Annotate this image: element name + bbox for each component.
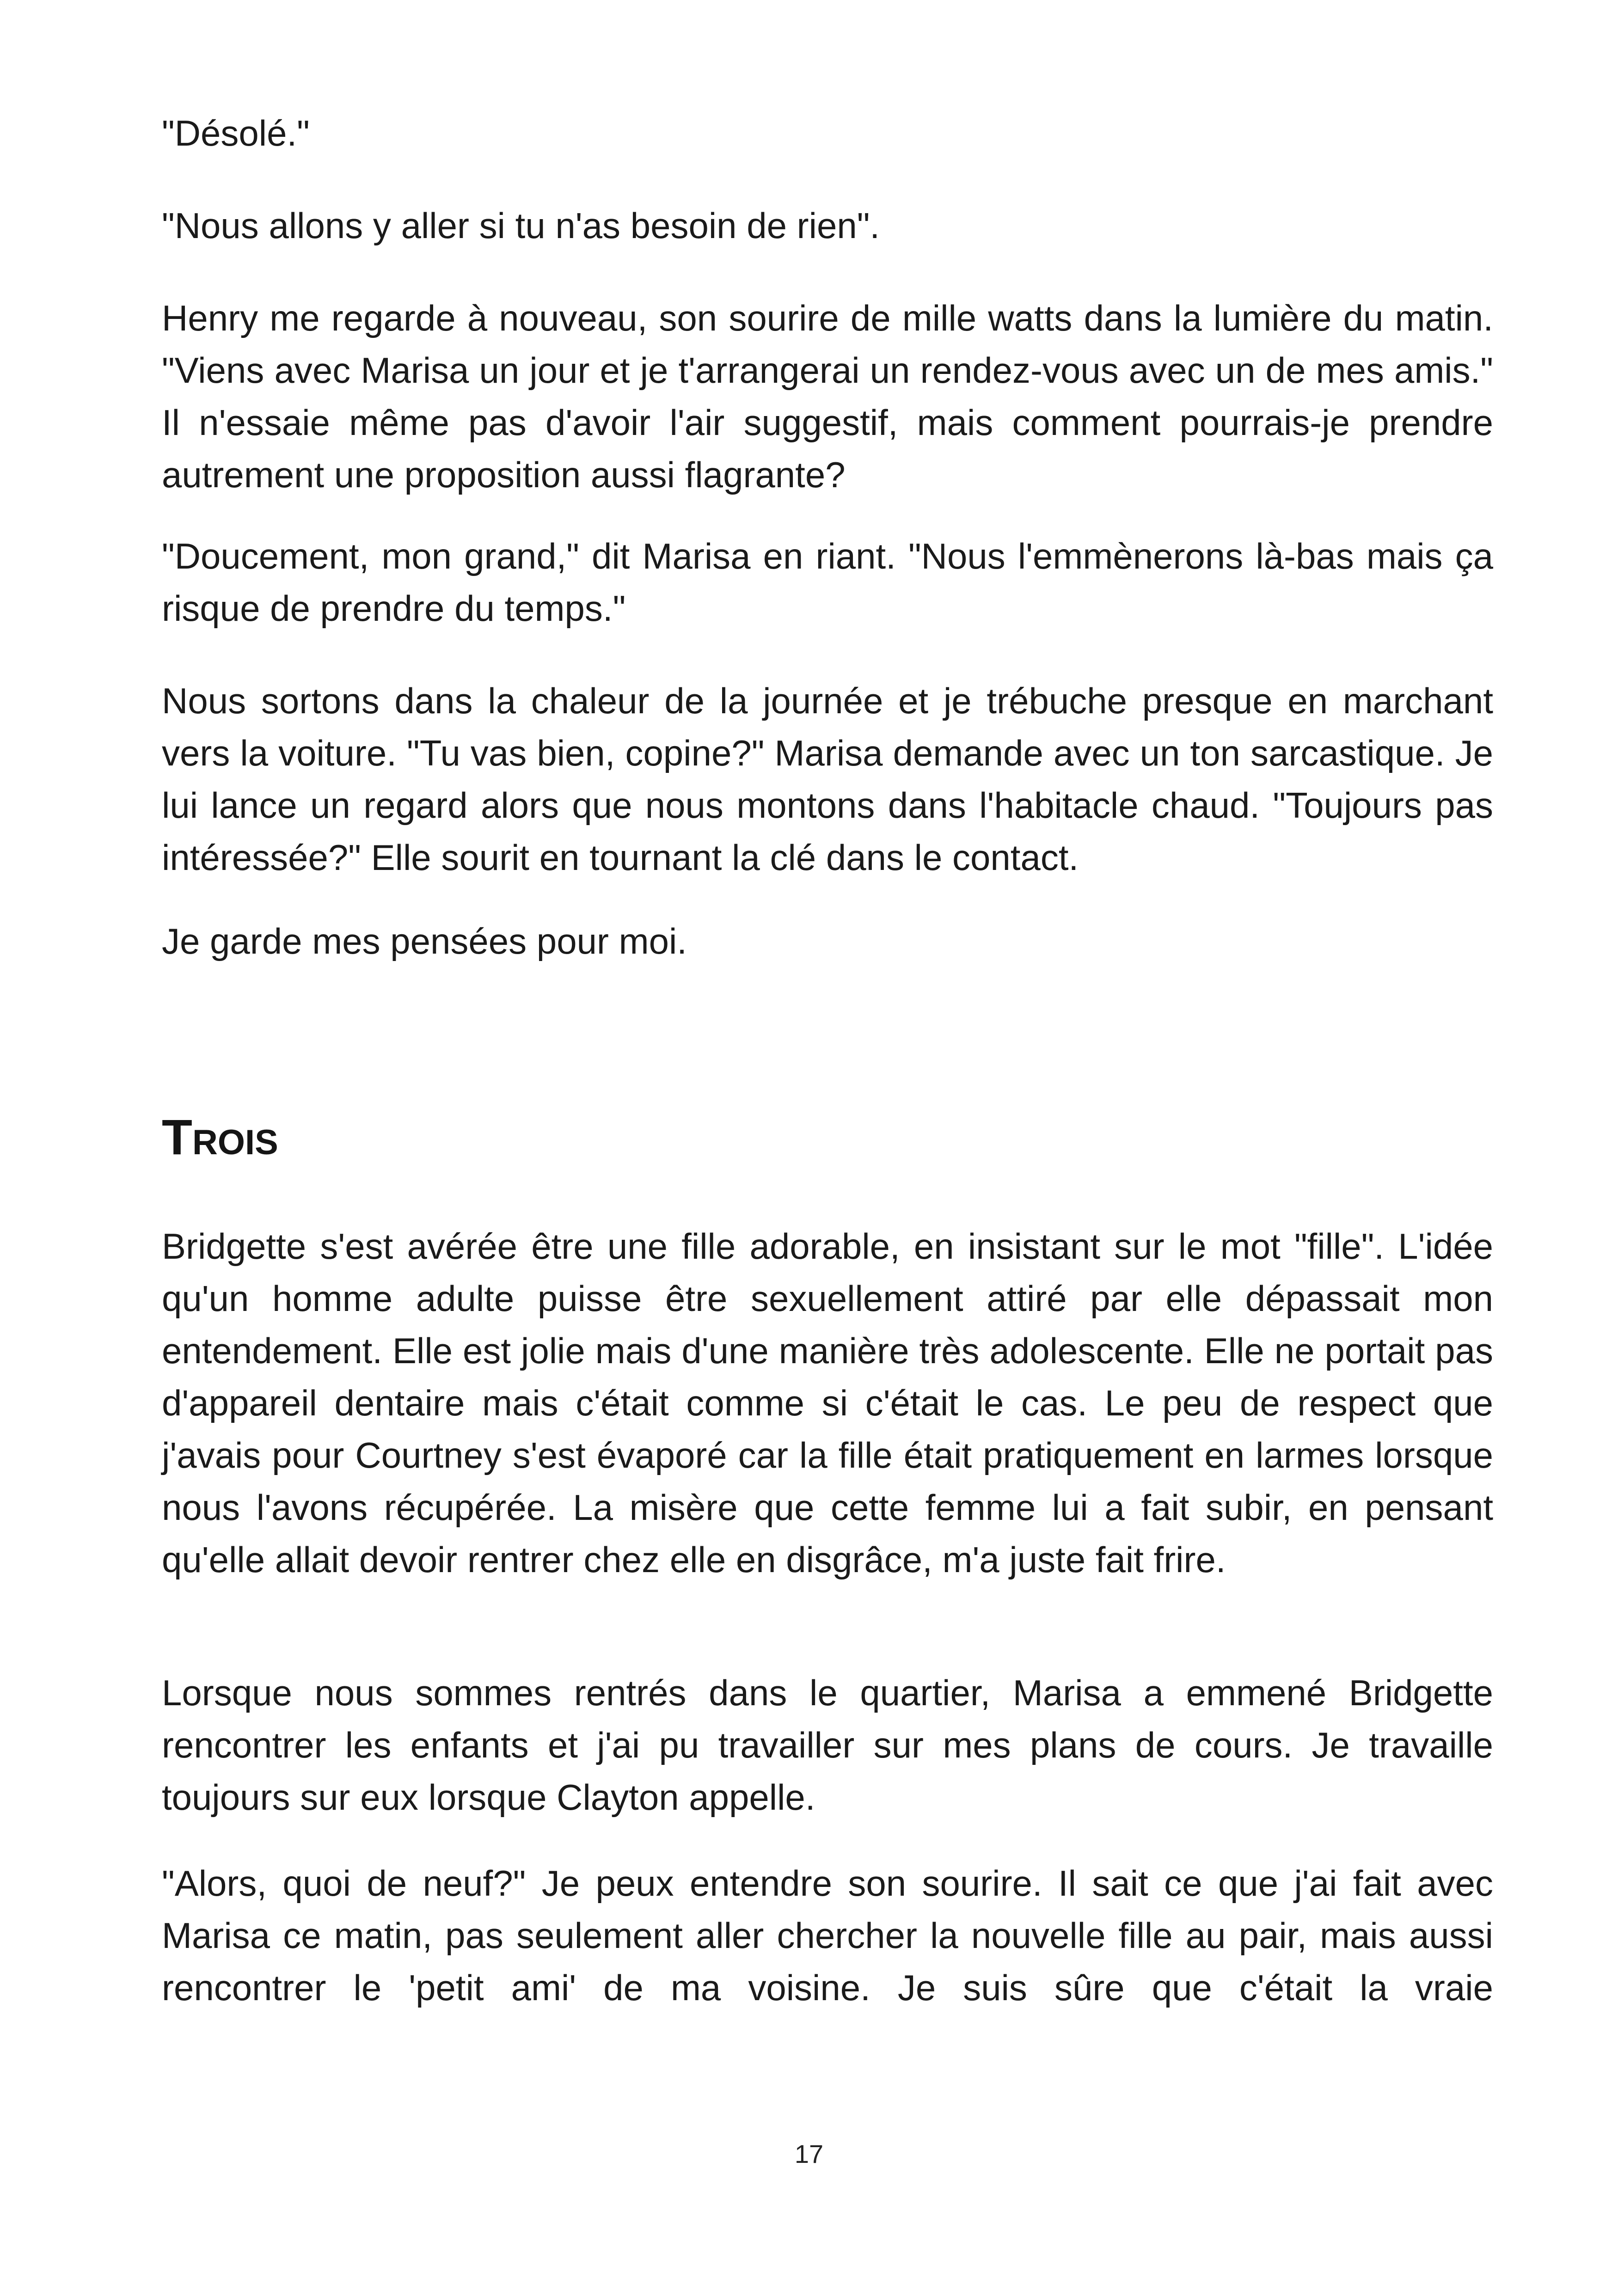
paragraph-alors: "Alors, quoi de neuf?" Je peux entendre son sourire. Il sait ce que j'ai fait avec Marisa ce matin, pas seulement aller chercher la nouvelle fille au pair, mais aussi rencontrer le 'petit ami' de ma voisine. Je suis sûre que c'était la vraie xyxy=(162,1863,1493,2008)
paragraph-lorsque: Lorsque nous sommes rentrés dans le quartier, Marisa a emmené Bridgette rencontrer les enfants et j'ai pu travailler sur mes plans de cours. Je travaille toujours sur eux lorsque Clayton appelle. xyxy=(162,1672,1493,1818)
page-number: 17 xyxy=(794,2139,824,2168)
paragraph-nous-allons: "Nous allons y aller si tu n'as besoin de rien". xyxy=(162,205,880,246)
chapter-heading: Trois xyxy=(162,1109,278,1165)
paragraph-desole: "Désolé." xyxy=(162,113,310,153)
paragraph-nous-sortons: Nous sortons dans la chaleur de la journée et je trébuche presque en marchant vers la voiture. "Tu vas bien, copine?" Marisa demande avec un ton sarcastique. Je lui lance un regard alors que nous montons dans l'habitacle chaud. "Toujours pas intéressée?" Elle sourit en tournant la clé dans le contact. xyxy=(162,680,1493,878)
paragraph-henry: Henry me regarde à nouveau, son sourire de mille watts dans la lumière du matin. "Viens avec Marisa un jour et je t'arrangerai un rendez-vous avec un de mes amis." Il n'essaie même pas d'avoir l'air suggestif, mais comment pourrais-je prendre autrement une proposition aussi flagrante? xyxy=(162,298,1493,495)
paragraph-doucement: "Doucement, mon grand," dit Marisa en riant. "Nous l'emmènerons là-bas mais ça risque de prendre du temps." xyxy=(162,536,1493,629)
paragraph-bridgette: Bridgette s'est avérée être une fille adorable, en insistant sur le mot "fille". L'idée qu'un homme adulte puisse être sexuellement attiré par elle dépassait mon entendement. Elle est jolie mais d'une manière très adolescente. Elle ne portait pas d'appareil dentaire mais c'était comme si c'était le cas. Le peu de respect que j'avais pour Courtney s'est évaporé car la fille était pratiquement en larmes lorsque nous l'avons récupérée. La misère que cette femme lui a fait subir, en pensant qu'elle allait devoir rentrer chez elle en disgrâce, m'a juste fait frire. xyxy=(162,1226,1493,1580)
paragraph-je-garde: Je garde mes pensées pour moi. xyxy=(162,921,687,961)
